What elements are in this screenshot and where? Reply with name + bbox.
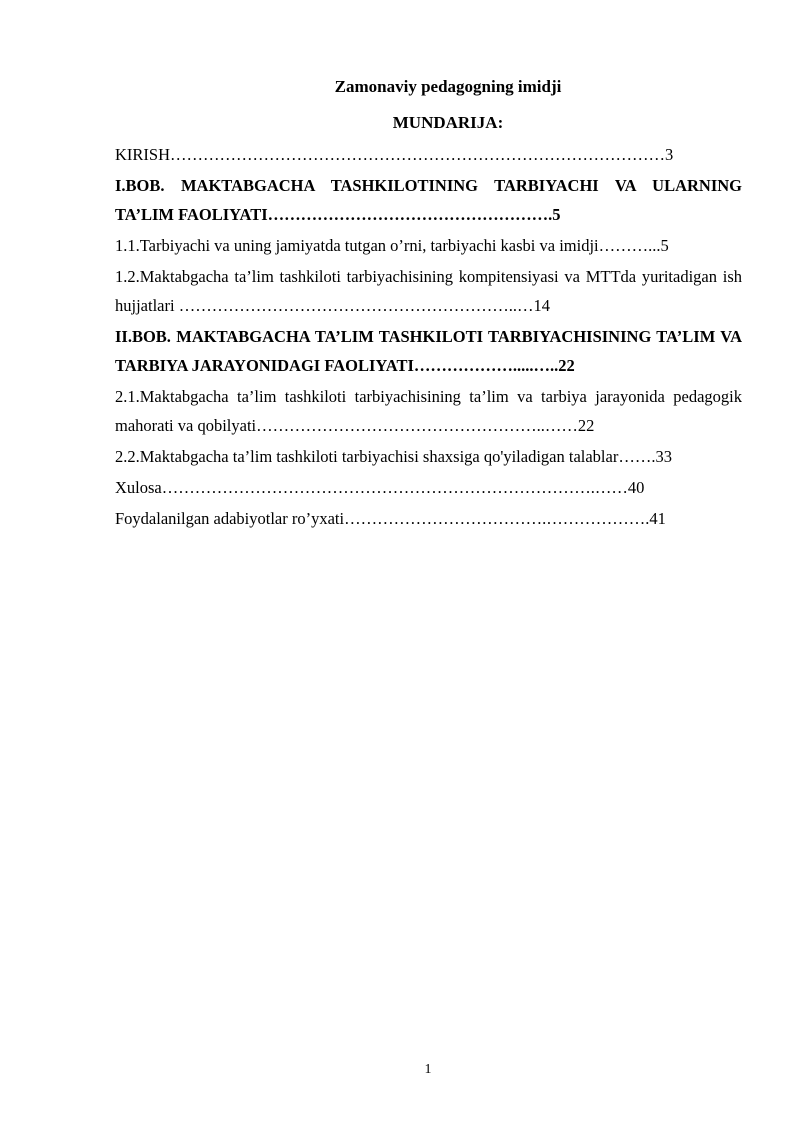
toc-entry-chapter-1: I.BOB. MAKTABGACHA TASHKILOTINING TARBIYACHI VA ULARNING TA’LIM FAOLIYATI…………………………………………….5 (115, 176, 742, 224)
table-of-contents (115, 140, 742, 535)
toc-entry-section-1-1: 1.1.Tarbiyachi va uning jamiyatda tutgan o’rni, tarbiyachi kasbi va imidji………...5 (115, 236, 669, 255)
toc-entry-conclusion: Xulosa…………………………………………………………………….……40 (115, 478, 645, 497)
document-title: Zamonaviy pedagogning imidji (334, 77, 562, 96)
toc-entry-section-1-2: 1.2.Maktabgacha ta’lim tashkiloti tarbiyachisining kompitensiyasi va MTTda yuritadigan ish hujjatlari ……………………………………………………..…14 (115, 267, 742, 315)
page-number: 1 (424, 1062, 432, 1077)
toc-entry-intro: KIRISH………………………………………………………………………………3 (115, 145, 674, 164)
toc-heading: MUNDARIJA: (392, 113, 504, 132)
toc-entry-section-2-1: 2.1.Maktabgacha ta’lim tashkiloti tarbiyachisining ta’lim va tarbiya jarayonida pedagogik mahorati va qobilyati……………………………………………..……22 (115, 387, 742, 435)
toc-entry-references: Foydalanilgan adabiyotlar ro’yxati……………………………….……………….41 (115, 509, 666, 528)
toc-entry-section-2-2: 2.2.Maktabgacha ta’lim tashkiloti tarbiyachisi shaxsiga qo'yiladigan talablar…….33 (115, 447, 672, 466)
toc-entry-chapter-2: II.BOB. MAKTABGACHA TA’LIM TASHKILOTI TARBIYACHISINING TA’LIM VA TARBIYA JARAYONIDAGI FAOLIYATI……………….....…..22 (115, 327, 742, 375)
